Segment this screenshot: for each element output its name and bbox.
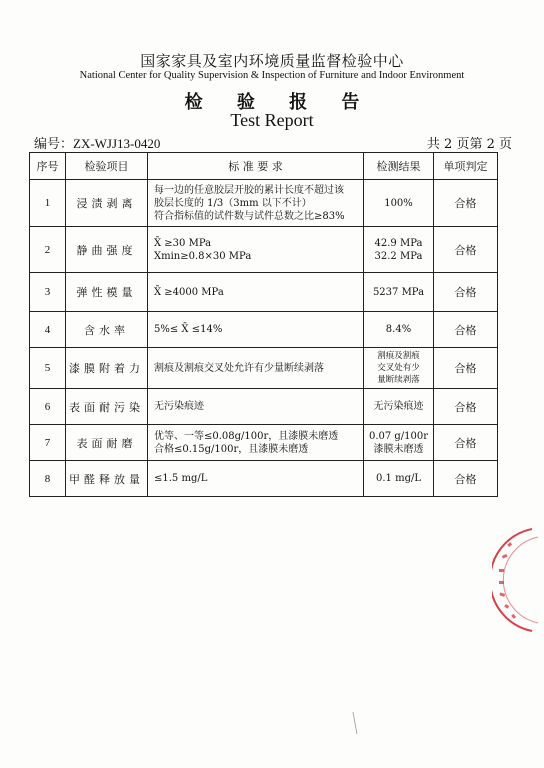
org-name-cn: 国家家具及室内环境质量监督检验中心 — [140, 52, 404, 70]
cell-standard — [148, 461, 364, 497]
table-header-row — [30, 153, 498, 180]
table-row — [30, 389, 498, 425]
standard-line: 合格≤0.15g/100r，且漆膜未磨透 — [154, 443, 309, 455]
report-title-en: Test Report — [230, 110, 314, 130]
header-standard: 标 准 要 求 — [148, 153, 364, 180]
cell-result — [364, 227, 434, 273]
cell-standard — [148, 273, 364, 312]
cell-no: 5 — [30, 348, 66, 389]
result-line: 100% — [384, 197, 413, 209]
result-line: 0.1 mg/L — [376, 473, 421, 484]
cell-verdict: 合格 — [434, 348, 498, 389]
cell-standard — [148, 312, 364, 348]
header-result: 检测结果 — [364, 153, 434, 180]
cell-item: 甲醛释放量 — [66, 461, 148, 497]
cell-item: 弹性模量 — [66, 273, 148, 312]
table-row — [30, 227, 498, 273]
cell-verdict: 合格 — [434, 461, 498, 497]
header-item: 检验项目 — [66, 153, 148, 180]
standard-line: 无污染痕迹 — [154, 401, 204, 412]
result-line: 42.9 MPa — [374, 237, 423, 249]
result-line: 割痕及割痕 — [377, 351, 420, 361]
standard-line: Xmin≥0.8×30 MPa — [154, 250, 252, 262]
cell-no: 7 — [30, 425, 66, 461]
result-line: 0.07 g/100r — [368, 430, 429, 442]
table-row — [30, 461, 498, 497]
result-line: 漆膜未磨透 — [373, 443, 424, 455]
table-row — [30, 312, 498, 348]
cell-item: 含水率 — [66, 312, 148, 348]
cell-item: 表面耐污染 — [66, 389, 148, 425]
standard-line: X̄ ≥4000 MPa — [154, 286, 224, 298]
header-no: 序号 — [30, 153, 66, 180]
page-indicator: 共 2 页第 2 页 — [426, 137, 512, 152]
cell-item: 静曲强度 — [66, 227, 148, 273]
standard-line: 5%≤ X̄ ≤14% — [154, 324, 223, 335]
cell-no: 6 — [30, 389, 66, 425]
cell-item: 漆膜附着力 — [66, 348, 148, 389]
cell-no: 4 — [30, 312, 66, 348]
cell-standard — [148, 348, 364, 389]
cell-result — [364, 461, 434, 497]
cell-item: 浸渍剥离 — [66, 180, 148, 227]
paper-mark — [352, 712, 358, 734]
results-table — [29, 152, 498, 497]
cell-result — [364, 180, 434, 227]
result-line: 无污染痕迹 — [373, 401, 424, 412]
cell-no: 8 — [30, 461, 66, 497]
standard-line: 割痕及割痕交叉处允许有少量断续剥落 — [154, 362, 324, 374]
cell-no: 3 — [30, 273, 66, 312]
table-row — [30, 273, 498, 312]
cell-result — [364, 273, 434, 312]
standard-line: 胶层长度的 1/3（3mm 以下不计） — [154, 197, 312, 209]
cell-result — [364, 348, 434, 389]
cell-verdict: 合格 — [434, 389, 498, 425]
standard-line: X̄ ≥30 MPa — [154, 237, 212, 249]
cell-verdict: 合格 — [434, 312, 498, 348]
report-title-cn: 检 验 报 告 — [184, 92, 374, 113]
cell-verdict: 合格 — [434, 227, 498, 273]
standard-line: 每一边的任意胶层开胶的累计长度不超过该 — [154, 184, 344, 196]
org-name-en: National Center for Quality Supervision & Inspection of Furniture and Indoor Environment — [79, 70, 465, 81]
table-row — [30, 348, 498, 389]
result-line: 交叉处有少 — [377, 363, 420, 373]
table-row — [30, 425, 498, 461]
cell-standard — [148, 425, 364, 461]
result-line: 量断续剥落 — [377, 375, 420, 385]
result-line: 32.2 MPa — [374, 250, 423, 262]
cell-result — [364, 389, 434, 425]
table-row — [30, 180, 498, 227]
cell-verdict: 合格 — [434, 273, 498, 312]
cell-no: 2 — [30, 227, 66, 273]
cell-result — [364, 312, 434, 348]
cell-verdict: 合格 — [434, 180, 498, 227]
result-line: 5237 MPa — [372, 286, 425, 298]
report-number: 编号：ZX-WJJ13-0420 — [34, 136, 161, 151]
cell-standard — [148, 227, 364, 273]
cell-result — [364, 425, 434, 461]
standard-line: 符合指标值的试件数与试件总数之比≥83% — [154, 210, 345, 222]
cell-item: 表面耐磨 — [66, 425, 148, 461]
standard-line: ≤1.5 mg/L — [154, 473, 208, 484]
header-verdict: 单项判定 — [434, 153, 498, 180]
cell-verdict: 合格 — [434, 425, 498, 461]
result-line: 8.4% — [385, 324, 412, 335]
cell-standard — [148, 389, 364, 425]
cell-standard — [148, 180, 364, 227]
red-seal-stamp — [492, 525, 544, 635]
standard-line: 优等、一等≤0.08g/100r，且漆膜未磨透 — [154, 430, 339, 442]
cell-no: 1 — [30, 180, 66, 227]
